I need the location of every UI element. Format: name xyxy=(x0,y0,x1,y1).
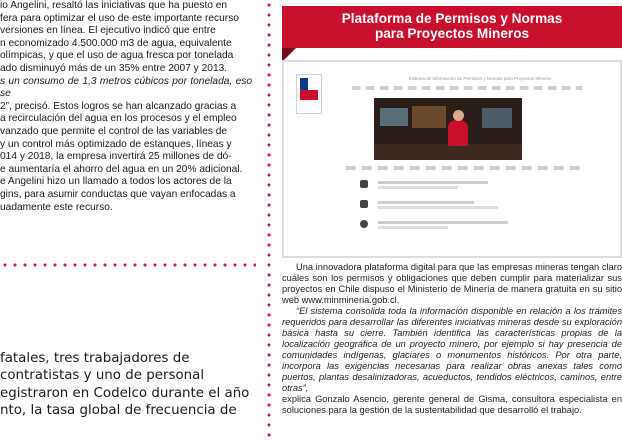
lower-line: fatales, tres trabajadores de xyxy=(0,351,190,366)
left-line-italic: s un consumo de 1,3 metros cúbicos por tonelada, eso se xyxy=(0,75,252,100)
lower-line: egistraron en Codelco durante el año xyxy=(0,385,250,401)
banner-title xyxy=(282,11,622,41)
right-article-body xyxy=(282,262,622,416)
left-line: io Angelini, resaltó las iniciativas que ha puesto en xyxy=(0,0,228,11)
document-icon xyxy=(360,180,368,188)
left-line: e Angelini hizo un llamado a todos los actores de la xyxy=(0,176,232,188)
banner-title-line2: para Proyectos Mineros xyxy=(374,26,530,41)
screenshot-site-header: Sistema de Información de Permisos y Normas para Proyectos Mineros xyxy=(408,76,552,81)
left-line: n economizado 4.500.000 m3 de agua, equivalente xyxy=(0,37,232,49)
left-line: fera para optimizar el uso de este importante recurso xyxy=(0,12,239,24)
screenshot-nav xyxy=(352,86,582,90)
website-screenshot-image xyxy=(282,60,622,258)
lower-line: nto, la tasa global de frecuencia de xyxy=(0,403,237,419)
vertical-dotted-divider xyxy=(266,0,272,440)
banner-title-line1: Plataforma de Permisos y Normas xyxy=(341,11,563,26)
screenshot-list-item xyxy=(360,178,600,192)
section-banner xyxy=(282,6,622,48)
left-line: 014 y 2018, la empresa invertirá 25 millones de dó- xyxy=(0,151,232,163)
quote-paragraph: “El sistema consolida toda la información disponible en relación a los trámites requeridos para desarrollar las diferentes iniciativas mineras desde su exploración básica hasta su cierre. También identifica las características propias de la localización geográfica de un proyecto minero, por ejemplo si hay presencia de comunidades indígenas, glaciares o monumentos históricos. Por otra parte, incorpora las exigencias necesarias para realizar obras anexas tales como puertos, plantas desalinizadoras, acueductos, tendidos eléctricos, caminos, entre otras”, xyxy=(282,306,622,393)
left-line: gins, para asumir conductas que vayan enfocadas a xyxy=(0,188,236,200)
paragraph: explica Gonzalo Asencio, gerente general de Gisma, consultora especialista en soluciones para la gestión de la sustentabilidad que desarrolló el trabajo. xyxy=(282,394,622,415)
screenshot-list-item xyxy=(360,218,600,232)
left-line: olímpicas, y que el uso de agua fresca por tonelada xyxy=(0,50,234,62)
left-line: y un control más optimizado de estanques, líneas y xyxy=(0,138,232,150)
left-line: 2”, precisó. Estos logros se han alcanzado gracias a xyxy=(0,100,237,112)
paragraph: Una innovadora plataforma digital para que las empresas mineras tengan claro cuáles son los permisos y obligaciones que deben cumplir para materializar sus proyectos en Chile dispuso el Ministerio de Minería de manera gratuita en su sitio web www.minmineria.gob.cl. xyxy=(282,262,622,305)
dotted-separator xyxy=(0,262,256,268)
user-icon xyxy=(360,220,368,228)
screenshot-list-item xyxy=(360,198,600,212)
screenshot-page xyxy=(284,62,620,256)
left-line: e aumentaría el ahorro del agua en un 20% adicional. xyxy=(0,163,243,175)
left-line: vanzado que permite el control de las variables de xyxy=(0,125,228,137)
left-line: uadamente este recurso. xyxy=(0,201,113,213)
left-article-body xyxy=(0,0,252,214)
screenshot-photo xyxy=(374,98,522,160)
ministry-logo-icon xyxy=(296,74,322,114)
calendar-icon xyxy=(360,200,368,208)
left-lower-article xyxy=(0,350,256,420)
left-line: a recirculación del agua en los procesos y el empleo xyxy=(0,113,237,125)
left-line: versiones en línea. El ejecutivo indicó que entre xyxy=(0,25,216,37)
left-line: ado disminuyó más de un 35% entre 2007 y 2013. xyxy=(0,62,228,74)
lower-line: contratistas y uno de personal xyxy=(0,368,205,384)
screenshot-subnav xyxy=(346,166,586,170)
